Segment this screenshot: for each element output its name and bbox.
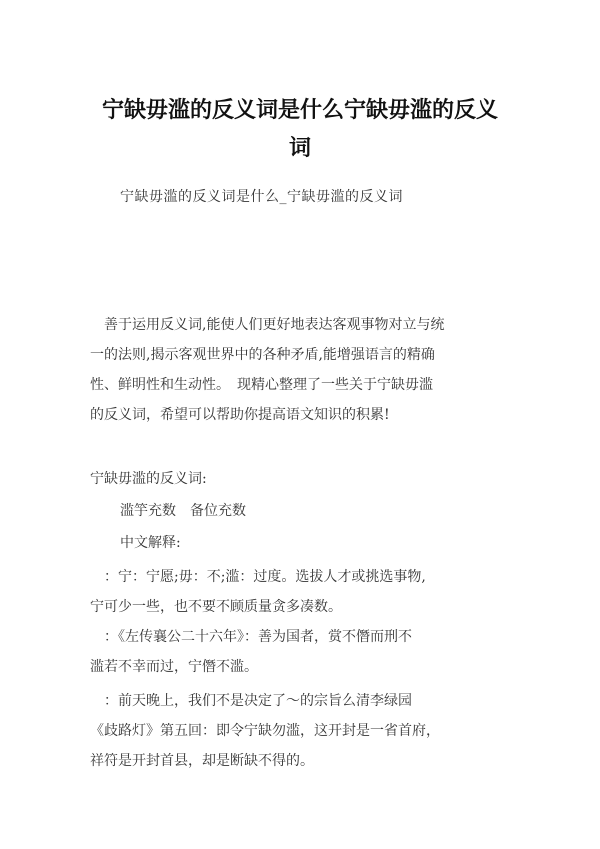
section-heading: 宁缺毋滥的反义词: bbox=[90, 471, 207, 487]
quote-line: 滥若不幸而过，宁僭不滥。 bbox=[90, 659, 258, 675]
quote-line: 《歧路灯》第五回：即令宁缺勿滥，这开封是一省首府， bbox=[90, 723, 440, 739]
intro-line: 一的法则,揭示客观世界中的各种矛盾,能增强语言的精确 bbox=[90, 347, 435, 363]
quote-paragraph-1 bbox=[90, 622, 510, 682]
page-title bbox=[70, 92, 530, 168]
intro-paragraph bbox=[90, 310, 510, 430]
intro-line: 性、鲜明性和生动性。 现精心整理了一些关于宁缺毋滥 bbox=[90, 377, 433, 393]
explanation-line: ：宁：宁愿;毋：不;滥：过度。选拔人才或挑选事物, bbox=[90, 569, 426, 585]
explanation-label: 中文解释: bbox=[120, 535, 181, 551]
quote-line: 祥符是开封首县，却是断缺不得的。 bbox=[90, 753, 314, 769]
explanation-line: 宁可少一些，也不要不顾质量贪多凑数。 bbox=[90, 599, 342, 615]
quote-line: ：《左传襄公二十六年》：善为国者，赏不僭而刑不 bbox=[90, 629, 412, 645]
quote-line: ：前天晚上，我们不是决定了～的宗旨么清李绿园 bbox=[90, 693, 412, 709]
quote-paragraph-2 bbox=[90, 686, 510, 776]
intro-line: 的反义词，希望可以帮助你提高语文知识的积累! bbox=[90, 407, 390, 423]
explanation-paragraph bbox=[90, 562, 510, 622]
antonym-list: 滥竽充数 备位充数 bbox=[120, 503, 246, 519]
title-line-2: 词 bbox=[288, 136, 311, 161]
intro-line: 善于运用反义词,能使人们更好地表达客观事物对立与统 bbox=[90, 317, 445, 333]
page-subtitle: 宁缺毋滥的反义词是什么_宁缺毋滥的反义词 bbox=[120, 189, 403, 205]
title-line-1: 宁缺毋滥的反义词是什么宁缺毋滥的反义 bbox=[101, 98, 498, 123]
